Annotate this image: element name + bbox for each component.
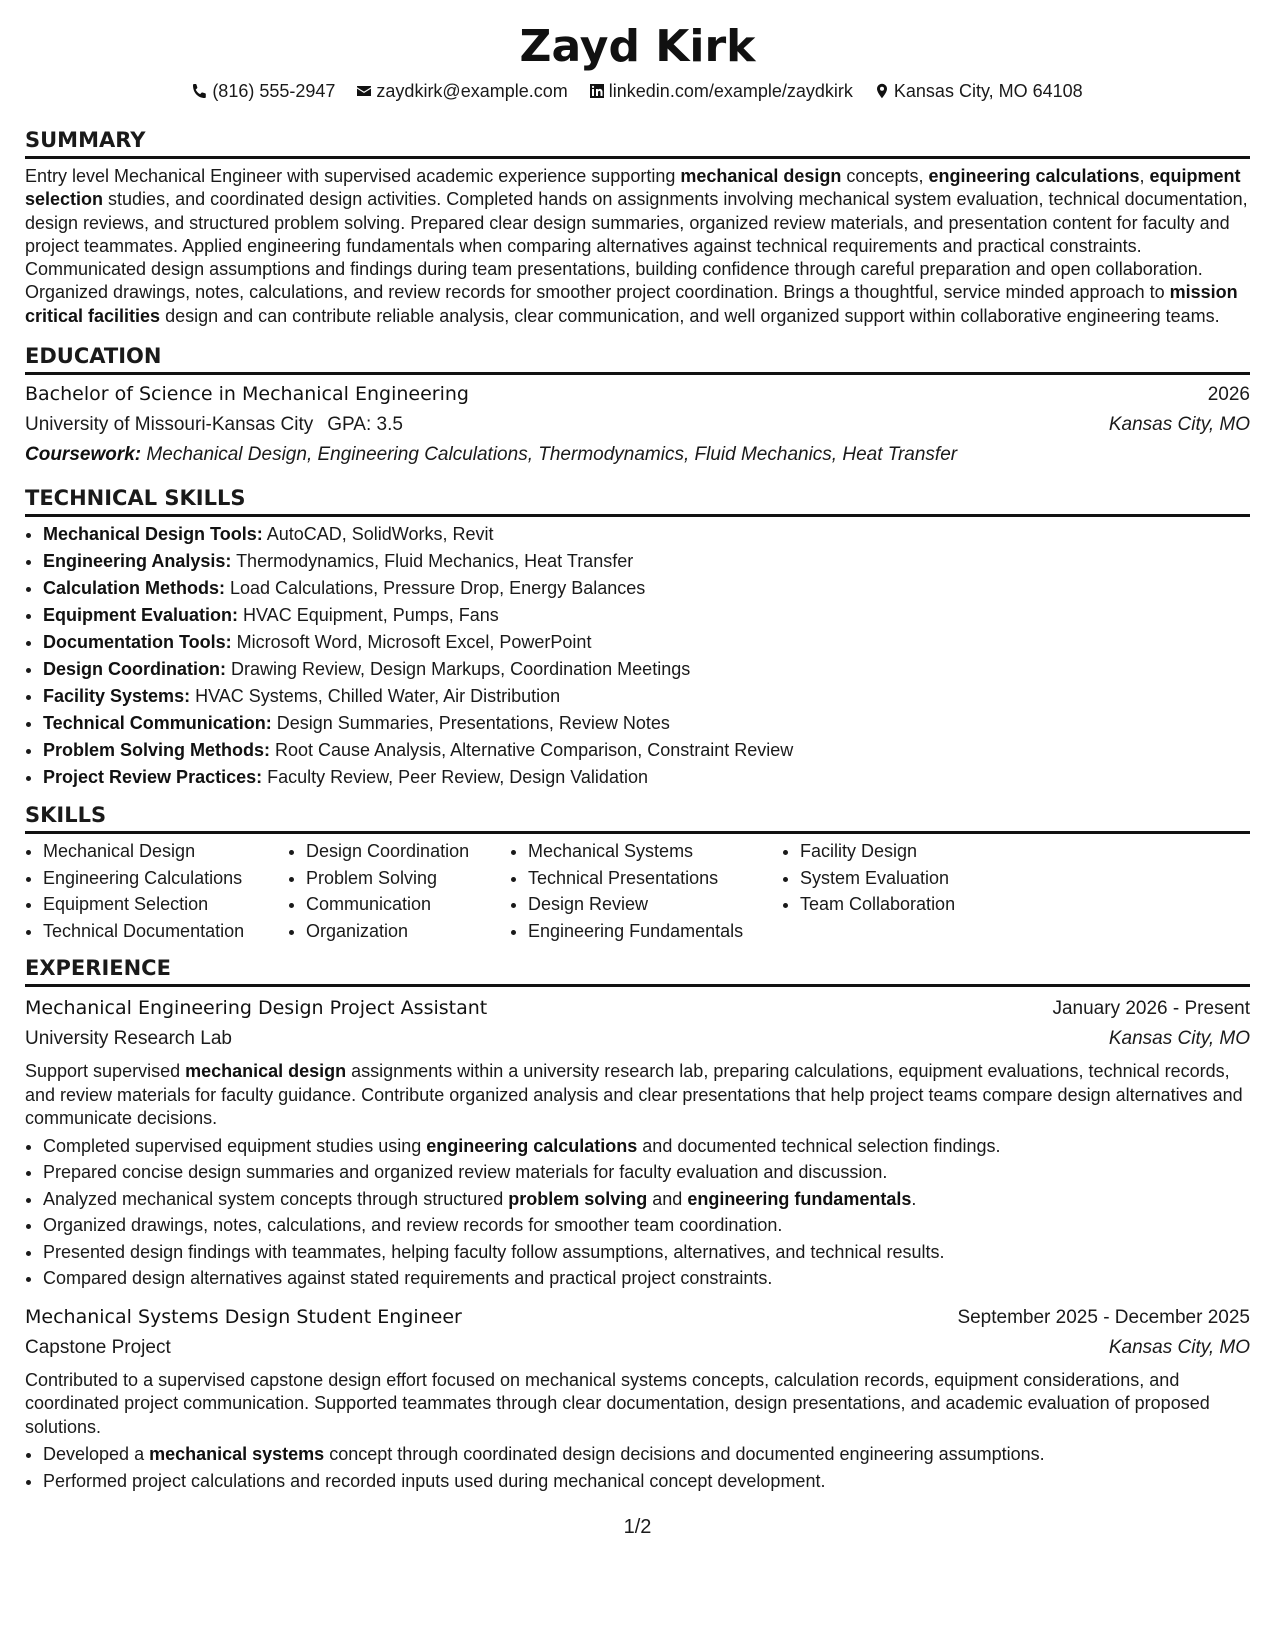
education-section [25, 342, 1250, 470]
resume-page [25, 20, 1250, 1494]
job-bullets [25, 1133, 1250, 1292]
experience-heading: EXPERIENCE [25, 954, 1250, 987]
list-item: • Completed supervised equipment studies using engineering calculations and documented technical selection findings. [43, 1133, 1250, 1160]
job-location: Kansas City, MO [1108, 1028, 1250, 1050]
list-item: • Prepared concise design summaries and organized review materials for faculty evaluation and discussion. [43, 1159, 1250, 1186]
list-item: • Facility Systems: HVAC Systems, Chilled Water, Air Distribution [43, 683, 1250, 710]
skills-column-2 [288, 838, 510, 944]
list-item: • Technical Documentation [43, 918, 288, 945]
list-item: • Mechanical Design [43, 838, 288, 865]
gpa: GPA: 3.5 [327, 414, 403, 436]
summary-section [25, 126, 1250, 328]
list-item: • Mechanical Design Tools: AutoCAD, SolidWorks, Revit [43, 521, 1250, 548]
list-item: • Presented design findings with teammates, helping faculty follow assumptions, alternatives, and technical results. [43, 1239, 1250, 1266]
linkedin-icon [589, 83, 605, 99]
summary-heading: SUMMARY [25, 126, 1250, 159]
school-location: Kansas City, MO [1108, 414, 1250, 436]
list-item: • Performed project calculations and recorded inputs used during mechanical concept development. [43, 1468, 1250, 1495]
experience-entry-2 [25, 1302, 1250, 1495]
location-text: Kansas City, MO 64108 [893, 81, 1083, 101]
candidate-name: Zayd Kirk [519, 21, 756, 72]
list-item: • Documentation Tools: Microsoft Word, Microsoft Excel, PowerPoint [43, 629, 1250, 656]
list-item: • Design Coordination [306, 838, 510, 865]
list-item: • Equipment Evaluation: HVAC Equipment, Pumps, Fans [43, 602, 1250, 629]
linkedin-text: linkedin.com/example/zaydkirk [608, 81, 853, 101]
list-item: • Engineering Fundamentals [528, 918, 782, 945]
list-item: • Engineering Calculations [43, 865, 288, 892]
skills-column-3 [510, 838, 782, 944]
job-title-row [25, 993, 1250, 1024]
contact-email[interactable] [356, 78, 567, 104]
list-item: • Problem Solving Methods: Root Cause Analysis, Alternative Comparison, Constraint Review [43, 737, 1250, 764]
email-text: zaydkirk@example.com [376, 81, 568, 101]
list-item: • Compared design alternatives against stated requirements and practical project constraints. [43, 1265, 1250, 1292]
job-org-row [25, 1333, 1250, 1363]
skills-column-4 [782, 838, 1060, 944]
job-title: Mechanical Systems Design Student Engineer [25, 1305, 462, 1328]
technical-skills-section [25, 484, 1250, 791]
summary-text: Entry level Mechanical Engineer with supervised academic experience supporting mechanical design concepts, engineering calculations, equipment selection studies, and coordinated design activities. Completed hands on assignments involving mechanical system evaluation, technical documentation, design reviews, and structured problem solving. Prepared clear design summaries, organized review materials, and presentation content for faculty and project teammates. Applied engineering fundamentals when comparing alternatives against technical requirements and practical constraints. Communicated design assumptions and findings during team presentations, building confidence through careful preparation and open collaboration. Organized drawings, notes, calculations, and review records for smoother project coordination. Brings a thoughtful, service minded approach to mission critical facilities design and can contribute reliable analysis, clear communication, and well organized support within collaborative engineering teams. [25, 166, 1248, 326]
job-location: Kansas City, MO [1108, 1336, 1250, 1358]
contact-phone[interactable] [192, 78, 335, 104]
list-item: • Project Review Practices: Faculty Review, Peer Review, Design Validation [43, 764, 1250, 791]
contact-linkedin[interactable] [589, 78, 853, 104]
list-item: • Technical Presentations [528, 865, 782, 892]
job-dates: January 2026 - Present [1052, 998, 1250, 1020]
job-org-row [25, 1024, 1250, 1054]
job-description: Contributed to a supervised capstone design effort focused on mechanical systems concepts, calculation records, equipment considerations, and coordinated project communication. Supported teammates through clear documentation, design presentations, and academic evaluation of proposed solutions. [25, 1369, 1210, 1437]
list-item: • Facility Design [800, 838, 1060, 865]
skills-column-1 [25, 838, 288, 944]
phone-text: (816) 555-2947 [212, 81, 336, 101]
list-item: • Problem Solving [306, 865, 510, 892]
list-item: • System Evaluation [800, 865, 1060, 892]
job-description: Support supervised mechanical design assignments within a university research lab, preparing calculations, equipment evaluations, technical records, and review materials for faculty guidance. Contribute organized analysis and clear presentations that help project teams compare design alternatives and communicate decisions. [25, 1061, 1243, 1129]
skills-heading: SKILLS [25, 801, 1250, 834]
list-item: • Design Coordination: Drawing Review, Design Markups, Coordination Meetings [43, 656, 1250, 683]
list-item: • Organization [306, 918, 510, 945]
contact-location [874, 78, 1083, 104]
list-item: • Team Collaboration [800, 891, 1060, 918]
technical-skills-list [25, 521, 1250, 791]
education-row [25, 379, 1250, 410]
list-item: • Equipment Selection [43, 891, 288, 918]
technical-skills-heading: TECHNICAL SKILLS [25, 484, 1250, 517]
experience-section [25, 954, 1250, 1494]
skills-grid [25, 838, 1250, 944]
coursework: Coursework: Mechanical Design, Engineering Calculations, Thermodynamics, Fluid Mechanics, Heat Transfer [25, 444, 958, 466]
school-name: University of Missouri-Kansas City GPA: 3.5 [25, 414, 403, 436]
contact-line [25, 78, 1250, 104]
list-item: • Organized drawings, notes, calculations, and review records for smoother team coordination. [43, 1212, 1250, 1239]
list-item: • Calculation Methods: Load Calculations, Pressure Drop, Energy Balances [43, 575, 1250, 602]
list-item: • Developed a mechanical systems concept through coordinated design decisions and documented engineering assumptions. [43, 1441, 1250, 1468]
list-item: • Communication [306, 891, 510, 918]
job-title-row [25, 1302, 1250, 1333]
list-item: • Analyzed mechanical system concepts through structured problem solving and engineering fundamentals. [43, 1186, 1250, 1213]
graduation-year: 2026 [1207, 384, 1250, 406]
envelope-icon [356, 83, 372, 99]
list-item: • Engineering Analysis: Thermodynamics, Fluid Mechanics, Heat Transfer [43, 548, 1250, 575]
job-title: Mechanical Engineering Design Project Assistant [25, 997, 488, 1020]
experience-entry-1 [25, 993, 1250, 1292]
job-dates: September 2025 - December 2025 [957, 1306, 1250, 1328]
list-item: • Design Review [528, 891, 782, 918]
degree-title: Bachelor of Science in Mechanical Engineering [25, 383, 469, 406]
job-organization: University Research Lab [25, 1028, 232, 1050]
job-bullets [25, 1441, 1250, 1494]
page-number: 1/2 [623, 1516, 652, 1538]
skills-section [25, 801, 1250, 944]
job-organization: Capstone Project [25, 1336, 171, 1358]
list-item: • Mechanical Systems [528, 838, 782, 865]
map-pin-icon [874, 83, 890, 99]
list-item: • Technical Communication: Design Summaries, Presentations, Review Notes [43, 710, 1250, 737]
school-row [25, 410, 1250, 440]
phone-icon [192, 83, 208, 99]
education-heading: EDUCATION [25, 342, 1250, 375]
